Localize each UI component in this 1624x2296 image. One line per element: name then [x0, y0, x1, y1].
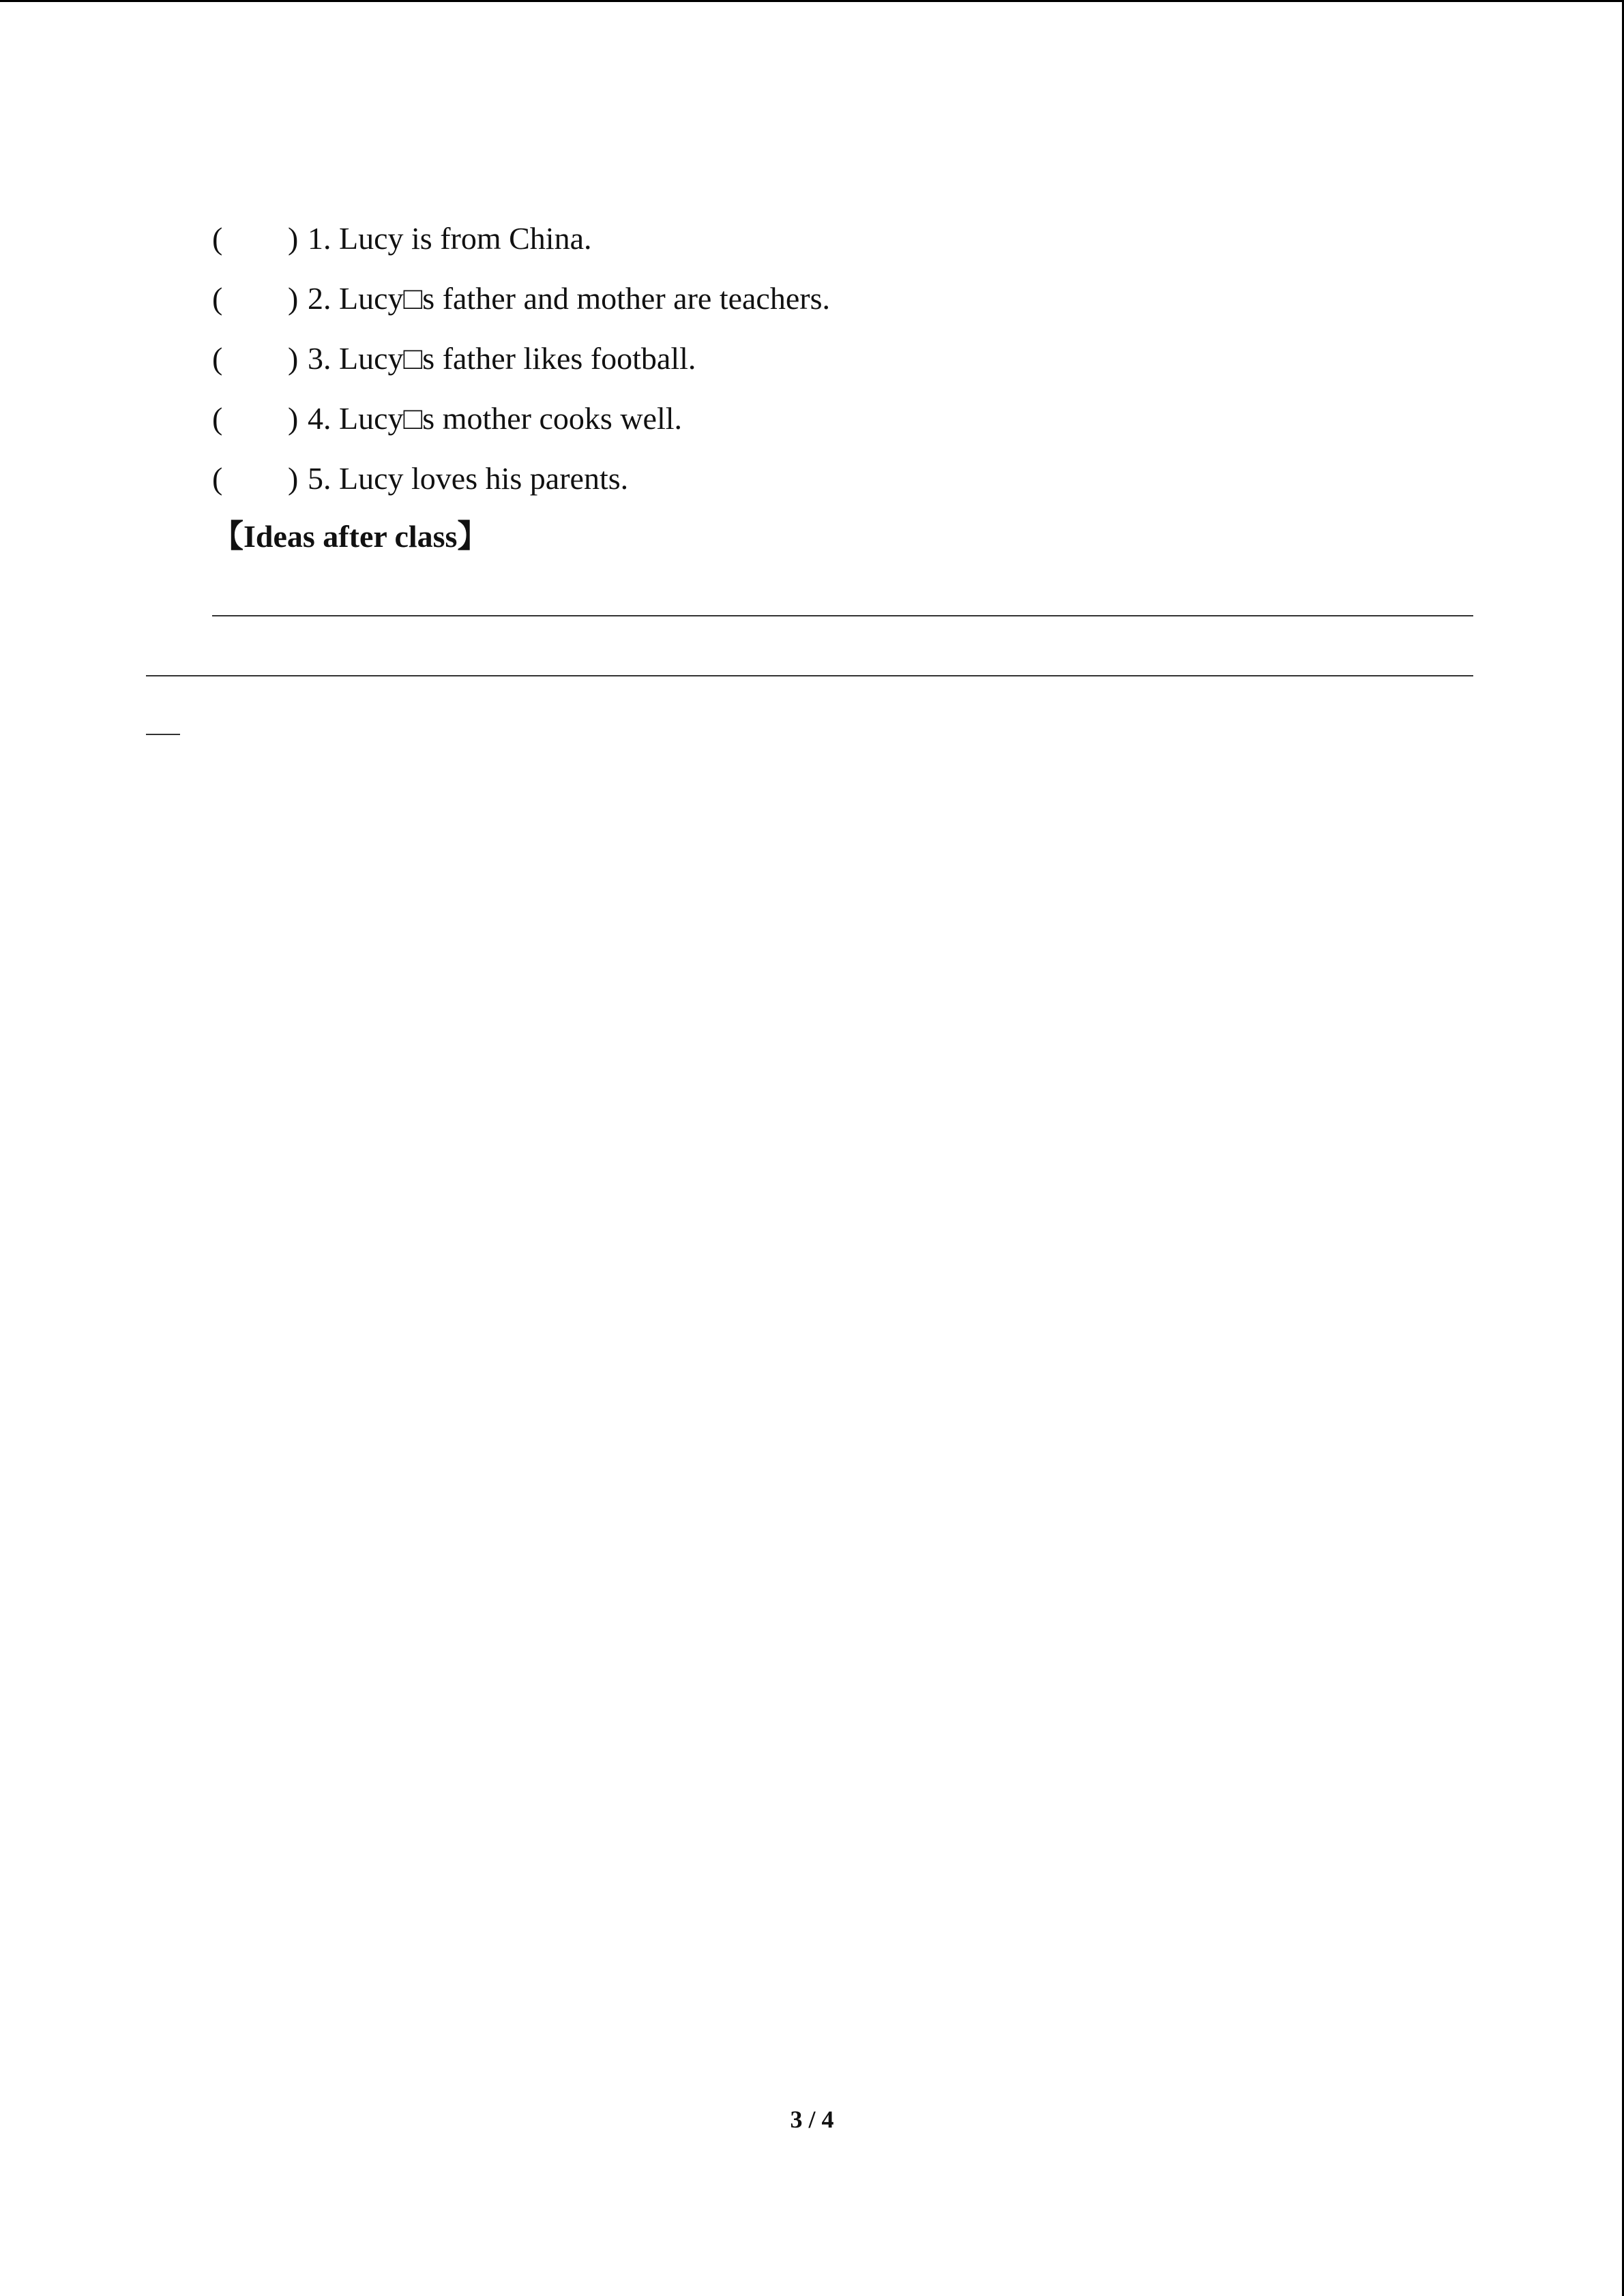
page-number: 3 / 4 [790, 2106, 834, 2133]
answer-paren-close: ) [288, 461, 299, 496]
writing-line-stub[interactable] [146, 734, 180, 735]
page-border-top [0, 0, 1624, 2]
answer-paren-open: ( [212, 221, 223, 256]
answer-paren-open: ( [212, 281, 223, 316]
question-text: 4. Lucy□s mother cooks well. [308, 401, 683, 436]
answer-paren-open: ( [212, 401, 223, 436]
question-text: 3. Lucy□s father likes football. [308, 341, 696, 376]
answer-paren-open: ( [212, 341, 223, 376]
answer-paren-close: ) [288, 341, 299, 376]
writing-line[interactable] [146, 675, 1473, 676]
answer-paren-close: ) [288, 401, 299, 436]
question-text: 5. Lucy loves his parents. [308, 461, 629, 496]
question-text: 1. Lucy is from China. [308, 221, 592, 256]
question-text: 2. Lucy□s father and mother are teachers. [308, 281, 830, 316]
writing-line[interactable] [212, 615, 1473, 616]
answer-paren-open: ( [212, 461, 223, 496]
answer-paren-close: ) [288, 281, 299, 316]
section-heading: 【Ideas after class】 [212, 519, 489, 554]
answer-paren-close: ) [288, 221, 299, 256]
